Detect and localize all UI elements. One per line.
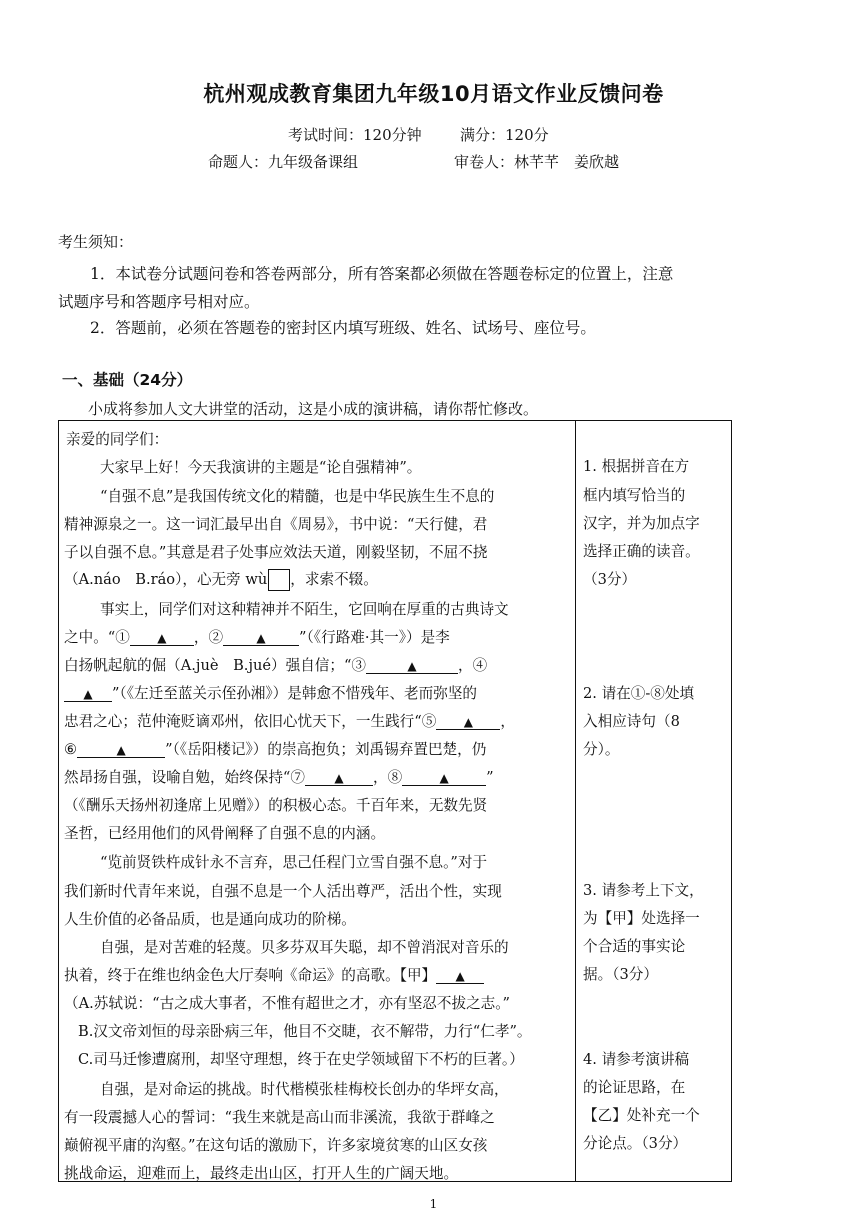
blank-1[interactable] (130, 629, 194, 646)
triangle-icon: ▲ (157, 631, 167, 645)
blank-3[interactable] (366, 657, 458, 674)
speech-line: 之中。“① ▲ ，② ▲ ”（《行路难·其一》）是李 (64, 629, 450, 646)
triangle-icon: ▲ (455, 969, 465, 983)
triangle-icon: ▲ (83, 687, 93, 701)
speech-line: 精神源泉之一。这一词汇最早出自《周易》，书中说：“天行健，君 (64, 516, 488, 533)
triangle-icon: ▲ (407, 659, 417, 673)
question-3-line: 个合适的事实论 (583, 938, 686, 955)
speech-line: 自强，是对苦难的轻蔑。贝多芬双耳失聪，却不曾消泯对音乐的 (100, 939, 509, 956)
speech-line: （A.náo B.ráo），心无旁 wù ，求索不辍。 (64, 568, 378, 591)
speech-line: 然昂扬自强，设喻自勉，始终保持“⑦ ▲ ，⑧ ▲ ” (64, 769, 494, 786)
speech-line: 忠君之心；范仲淹贬谪邓州，依旧心忧天下，一生践行“⑤ ▲ ， (64, 713, 515, 730)
question-1-line: （3分） (583, 571, 637, 588)
question-1-line: 汉字，并为加点字 (583, 515, 700, 532)
speech-line: 挑战命运，迎难而上，最终走出山区，打开人生的广阔天地。 (64, 1165, 459, 1182)
speech-line: 自强，是对命运的挑战。时代楷模张桂梅校长创办的华坪女高， (100, 1081, 509, 1098)
blank-7[interactable] (305, 769, 373, 786)
blank-8[interactable] (402, 769, 486, 786)
speech-line: 圣哲，已经用他们的风骨阐释了自强不息的内涵。 (64, 825, 386, 842)
speech-line: 我们新时代青年来说，自强不息是一个人活出尊严，活出个性，实现 (64, 883, 502, 900)
question-4-line: 分论点。（3分） (583, 1135, 688, 1152)
speech-line: 有一段震撼人心的誓词：“我生来就是高山而非溪流，我欲于群峰之 (64, 1109, 495, 1126)
speech-line: 事实上，同学们对这种精神并不陌生，它回响在厚重的古典诗文 (100, 601, 509, 618)
triangle-icon: ▲ (463, 715, 473, 729)
speech-line: 人生价值的必备品质，也是通向成功的阶梯。 (64, 911, 356, 928)
page-title: 杭州观成教育集团九年级10月语文作业反馈问卷 (203, 82, 664, 106)
speech-line: 亲爱的同学们： (66, 431, 169, 448)
notice-item-1-cont: 试题序号和答题序号相对应。 (58, 293, 260, 311)
triangle-icon: ▲ (116, 743, 126, 757)
speech-line: （《酬乐天扬州初逢席上见赠》）的积极心态。千百年来，无数先贤 (64, 797, 488, 814)
question-2-line: 2. 请在①-⑧处填 (583, 685, 695, 702)
speech-line: 执着，终于在维也纳金色大厅奏响《命运》的高歌。【甲】 ▲ (64, 964, 484, 985)
full-score: 满分：120分 (460, 126, 549, 144)
question-4-line: 的论证思路，在 (583, 1079, 686, 1096)
blank-5[interactable] (436, 713, 500, 730)
exam-time: 考试时间：120分钟 (288, 126, 422, 144)
option-c[interactable]: C.司马迁惨遭腐刑，却坚守理想，终于在史学领域留下不朽的巨著。） (78, 1051, 524, 1068)
question-1-line: 选择正确的读音。 (583, 543, 700, 560)
question-4-line: 【乙】处补充一个 (583, 1107, 700, 1124)
speech-line: “自强不息”是我国传统文化的精髓，也是中华民族生生不息的 (100, 488, 495, 505)
notice-item-1: 1．本试卷分试题问卷和答卷两部分，所有答案都必须做在答题卷标定的位置上，注意 (90, 265, 674, 283)
question-2-line: 入相应诗句（8 (583, 713, 680, 730)
section-intro: 小成将参加人文大讲堂的活动，这是小成的演讲稿，请你帮忙修改。 (88, 400, 539, 418)
question-1-line: 框内填写恰当的 (583, 487, 686, 504)
speech-line: “览前贤铁杵成针永不言弃，思己任程门立雪自强不息。”对于 (100, 854, 488, 871)
column-divider (575, 420, 576, 1182)
blank-jia[interactable] (436, 967, 484, 984)
question-1-line: 1. 根据拼音在方 (583, 458, 690, 475)
question-2-line: 分）。 (583, 741, 620, 758)
answer-box[interactable] (268, 569, 290, 591)
option-b[interactable]: B.汉文帝刘恒的母亲卧病三年，他目不交睫，衣不解带，力行“仁孝”。 (78, 1023, 532, 1040)
notice-heading: 考生须知： (58, 233, 134, 251)
speech-line: 子以自强不息。”其意是君子处事应效法天道，刚毅坚韧，不屈不挠 (64, 544, 488, 561)
option-a[interactable]: （A.苏轼说：“古之成大事者，不惟有超世之才，亦有坚忍不拔之志。” (64, 995, 511, 1012)
triangle-icon: ▲ (439, 771, 449, 785)
triangle-icon: ▲ (256, 631, 266, 645)
speech-line: 白扬帆起航的倔（A.juè B.jué）强自信；“③ ▲ ，④ (64, 657, 488, 674)
question-3-line: 3. 请参考上下文， (583, 882, 704, 899)
page-number: 1 (429, 1197, 438, 1211)
speech-line: 巅俯视平庸的沟壑。”在这句话的激励下，许多家境贫寒的山区女孩 (64, 1137, 488, 1154)
question-3-line: 据。（3分） (583, 966, 658, 983)
triangle-icon: ▲ (334, 771, 344, 785)
section-heading: 一、基础（24分） (62, 371, 193, 389)
blank-2[interactable] (223, 629, 299, 646)
speech-line: ▲ ”（《左迁至蓝关示侄孙湘》）是韩愈不惜残年、老而弥坚的 (64, 682, 477, 703)
question-3-line: 为【甲】处选择一 (583, 910, 700, 927)
blank-6[interactable] (77, 741, 165, 758)
author: 命题人：九年级备课组 (208, 153, 359, 171)
reviewer: 审卷人：林芊芊 姜欣越 (454, 153, 620, 171)
speech-line: 大家早上好！今天我演讲的主题是“论自强精神”。 (100, 459, 422, 476)
blank-4[interactable] (64, 685, 112, 702)
speech-line: ⑥ ▲ ”（《岳阳楼记》）的崇高抱负；刘禹锡弃置巴楚，仍 (64, 741, 487, 758)
question-4-line: 4. 请参考演讲稿 (583, 1051, 690, 1068)
notice-item-2: 2．答题前，必须在答题卷的密封区内填写班级、姓名、试场号、座位号。 (90, 319, 596, 337)
